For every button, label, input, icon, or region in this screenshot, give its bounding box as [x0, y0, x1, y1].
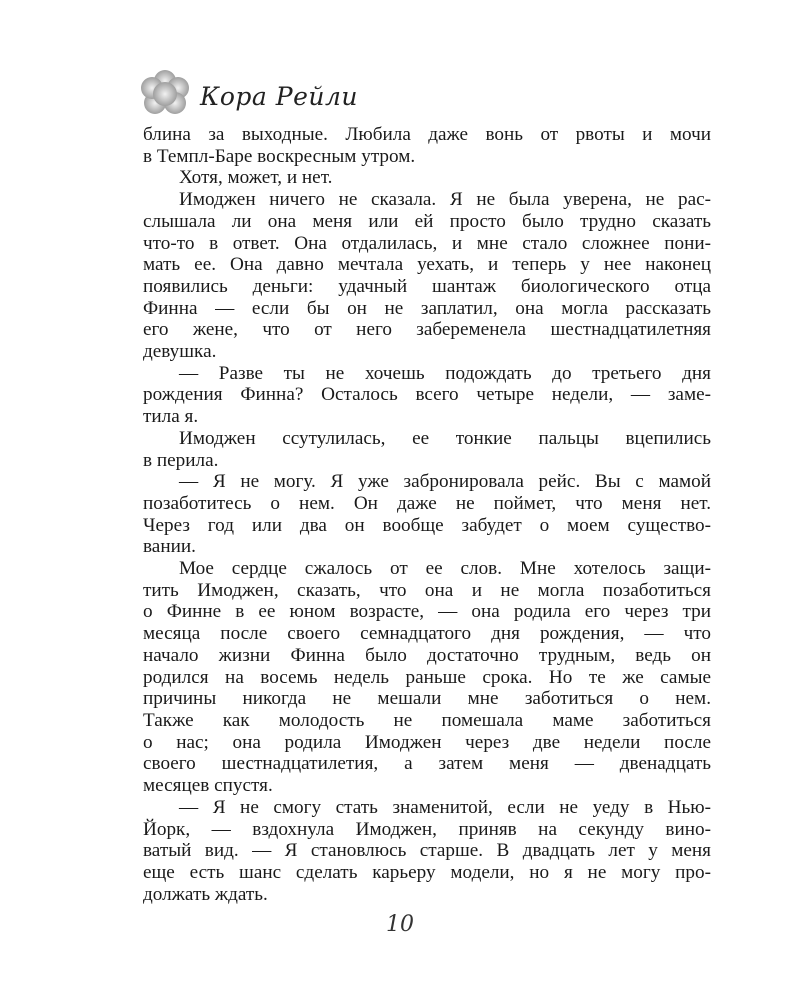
text-line: — Я не могу. Я уже забронировала рейс. Вы с мамой: [179, 471, 711, 493]
text-line: в перила.: [143, 449, 219, 471]
text-line: еще есть шанс сделать карьеру модели, но я не могу про-: [143, 861, 711, 883]
text-line: родился на восемь недель раньше срока. Но те же самые: [143, 666, 711, 688]
text-line: девушка.: [143, 341, 217, 363]
text-line: Мое сердце сжалось от ее слов. Мне хотелось защи-: [179, 558, 711, 580]
text-line: его жене, что от него забеременела шестнадцатилетняя: [143, 319, 711, 341]
text-line: — Я не смогу стать знаменитой, если не уеду в Нью-: [179, 796, 711, 818]
text-line: блина за выходные. Любила даже вонь от рвоты и мочи: [143, 124, 711, 145]
text-line: своего шестнадцатилетия, а затем меня — двенадцать: [143, 753, 711, 775]
text-line: Финна — если бы он не заплатил, она могла рассказать: [143, 297, 711, 319]
text-line: Также как молодость не помешала маме заботиться: [143, 709, 711, 731]
flower-ornament-icon: [138, 70, 192, 118]
text-line: Имоджен ссутулилась, ее тонкие пальцы вцепились: [179, 427, 711, 449]
text-line: появились деньги: удачный шантаж биологического отца: [143, 275, 711, 297]
text-line: — Разве ты не хочешь подождать до третьего дня: [179, 362, 711, 384]
text-line: рождения Финна? Осталось всего четыре недели, — заме-: [143, 384, 711, 406]
author-name: Кора Рейли: [200, 82, 358, 111]
text-line: месяцев спустя.: [143, 775, 273, 797]
text-line: что-то в ответ. Она отдалилась, и мне стало сложнее пони-: [143, 232, 711, 254]
body-text: [143, 124, 711, 905]
text-line: Через год или два он вообще забудет о моем существо-: [143, 514, 711, 536]
text-line: начало жизни Финна было достаточно трудным, ведь он: [143, 644, 711, 666]
text-line: слышала ли она меня или ей просто было трудно сказать: [143, 210, 711, 232]
text-line: позаботитесь о нем. Он даже не поймет, что меня нет.: [143, 492, 711, 514]
text-line: Имоджен ничего не сказала. Я не была уверена, не рас-: [179, 189, 711, 211]
text-line: тила я.: [143, 406, 199, 428]
text-line: причины никогда не мешали мне заботиться о нем.: [143, 688, 711, 710]
text-line: в Темпл-Баре воскресным утром.: [143, 145, 416, 167]
text-line: о Финне в ее юном возрасте, — она родила его через три: [143, 601, 711, 623]
text-line: мать ее. Она давно мечтала уехать, и теперь у нее наконец: [143, 254, 711, 276]
text-line: месяца после своего семнадцатого дня рождения, — что: [143, 623, 711, 645]
text-line: тить Имоджен, сказать, что она и не могла позаботиться: [143, 579, 711, 601]
text-line: вании.: [143, 536, 196, 558]
text-line: ватый вид. — Я становлюсь старше. В двадцать лет у меня: [143, 840, 711, 862]
text-line: Хотя, может, и нет.: [179, 167, 333, 189]
page-number: 10: [386, 912, 414, 937]
text-line: должать ждать.: [143, 883, 268, 905]
text-line: Йорк, — вздохнула Имоджен, приняв на секунду вино-: [143, 818, 711, 840]
text-line: о нас; она родила Имоджен через две недели после: [143, 731, 711, 753]
